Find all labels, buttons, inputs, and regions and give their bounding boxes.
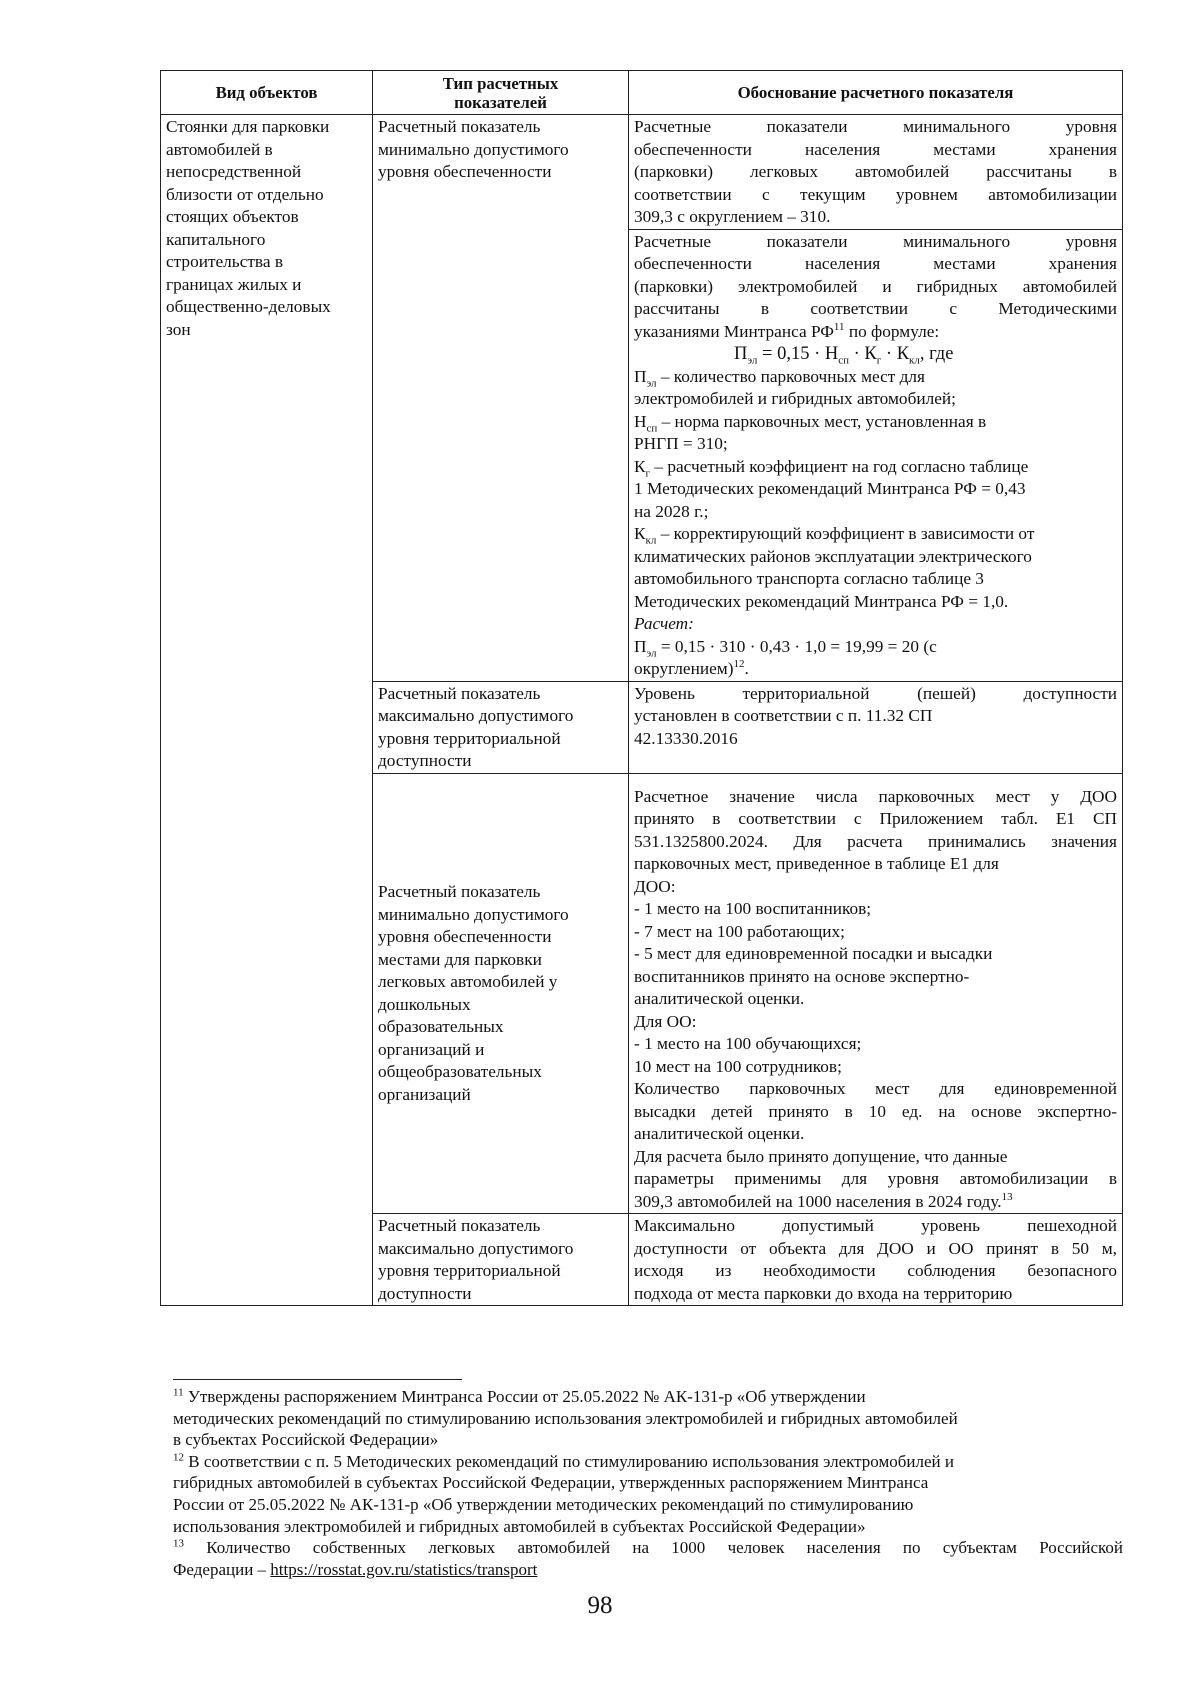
footnote-13: $^{13}$ Количество собственных легковых автомобилей на 1000 человек населения по субъектам Российской Федерации – https://rosstat.gov.ru/statistics/transport bbox=[173, 1537, 1123, 1579]
table-row bbox=[161, 115, 1123, 230]
header-indicator-type: Тип расчетных показателей bbox=[373, 71, 629, 115]
table-header-row bbox=[161, 71, 1123, 115]
indicator-type-cell: Расчетный показатель максимально допустимого уровня территориальной доступности bbox=[373, 681, 629, 773]
justification-cell: Расчетные показатели минимального уровня обеспеченности населения местами хранения (парковки) электромобилей и гибридных автомобилей рассчитаны в соответствии с Методическими указаниями Минтранса РФ$^{11}$ по формуле: $П_{эл} = 0,15 \cdot Н_{сп} \cdot К_г \cdot К_{кл}$, где $П_{эл}$ – количество парковочных мест для электромобилей и гибридных автомобилей; $Н_{сп}$ – норма парковочных мест, установленная в РНГП = 310; $К_г$ – расчетный коэффициент на год согласно таблице 1 Методических рекомендаций Минтранса РФ = 0,43 на 2028 г.; $К_{кл}$ – корректирующий коэффициент в зависимости от климатических районов эксплуатации электрического автомобильного транспорта согласно таблице 3 Методических рекомендаций Минтранса РФ = 1,0. Расчет: $П_{эл} = 0,15 \cdot 310 \cdot 0,43 \cdot 1,0 = 19,99 = 20$ (с округлением)$^{12}$. bbox=[629, 229, 1123, 681]
footnote-separator bbox=[173, 1379, 462, 1380]
footnote-ref-12: 12 bbox=[733, 658, 745, 671]
header-justification: Обоснование расчетного показателя bbox=[629, 71, 1123, 115]
formula: $П_{эл} = 0,15 \cdot Н_{сп} \cdot К_г \cdot К_{кл}$, где bbox=[734, 344, 954, 367]
footnote-ref-11: 11 bbox=[833, 320, 845, 333]
justification-cell: Расчетное значение числа парковочных мест у ДОО принято в соответствии с Приложением табл. Е1 СП 531.1325800.2024. Для расчета принимались значения парковочных мест, приведенное в таблице Е1 для ДОО: - 1 место на 100 воспитанников; - 7 мест на 100 работающих; - 5 мест для единовременной посадки и высадки воспитанников принято на основе экспертно- аналитической оценки. Для ОО: - 1 место на 100 обучающихся; 10 мест на 100 сотрудников; Количество парковочных мест для единовременной высадки детей принято в 10 ед. на основе экспертно- аналитической оценки. Для расчета было принято допущение, что данные параметры применимы для уровня автомобилизации в 309,3 автомобилей на 1000 населения в 2024 году.$^{13}$ bbox=[629, 773, 1123, 1214]
justification-cell: Уровень территориальной (пешей) доступности установлен в соответствии с п. 11.32 СП 42.13330.2016 bbox=[629, 681, 1123, 773]
justification-cell: Расчетные показатели минимального уровня обеспеченности населения местами хранения (парковки) легковых автомобилей рассчитаны в соответствии с текущим уровнем автомобилизации 309,3 с округлением – 310. bbox=[629, 115, 1123, 230]
indicator-type-cell: Расчетный показатель минимально допустимого уровня обеспеченности bbox=[373, 115, 629, 682]
object-type-cell: Стоянки для парковки автомобилей в непосредственной близости от отдельно стоящих объектов капитального строительства в границах жилых и общественно-деловых зон bbox=[161, 115, 373, 1306]
indicator-type-cell: Расчетный показатель минимально допустимого уровня обеспеченности местами для парковки легковых автомобилей у дошкольных образовательных организаций и общеобразовательных организаций bbox=[373, 773, 629, 1214]
indicator-type-cell: Расчетный показатель максимально допустимого уровня территориальной доступности bbox=[373, 1214, 629, 1306]
page-number: 98 bbox=[587, 1592, 613, 1619]
rosstat-link[interactable]: https://rosstat.gov.ru/statistics/transport bbox=[270, 1559, 538, 1579]
footnote-12: $^{12}$ В соответствии с п. 5 Методических рекомендаций по стимулированию использования электромобилей и гибридных автомобилей в субъектах Российской Федерации, утвержденных распоряжением Минтранса России от 25.05.2022 № АК-131-р «Об утверждении методических рекомендаций по стимулированию использования электромобилей и гибридных автомобилей в субъектах Российской Федерации» bbox=[173, 1451, 954, 1536]
justification-cell: Максимально допустимый уровень пешеходной доступности от объекта для ДОО и ОО принят в 50 м, исходя из необходимости соблюдения безопасного подхода от места парковки до входа на территорию bbox=[629, 1214, 1123, 1306]
footnotes bbox=[173, 1386, 1123, 1580]
header-object-type: Вид объектов bbox=[161, 71, 373, 115]
footnote-11: $^{11}$ Утверждены распоряжением Минтранса России от 25.05.2022 № АК-131-р «Об утверждении методических рекомендаций по стимулированию использования электромобилей и гибридных автомобилей в субъектах Российской Федерации» bbox=[173, 1386, 958, 1450]
footnote-ref-13: 13 bbox=[1001, 1190, 1013, 1203]
calc-label: Расчет: bbox=[634, 614, 694, 633]
main-table bbox=[160, 70, 1123, 1306]
